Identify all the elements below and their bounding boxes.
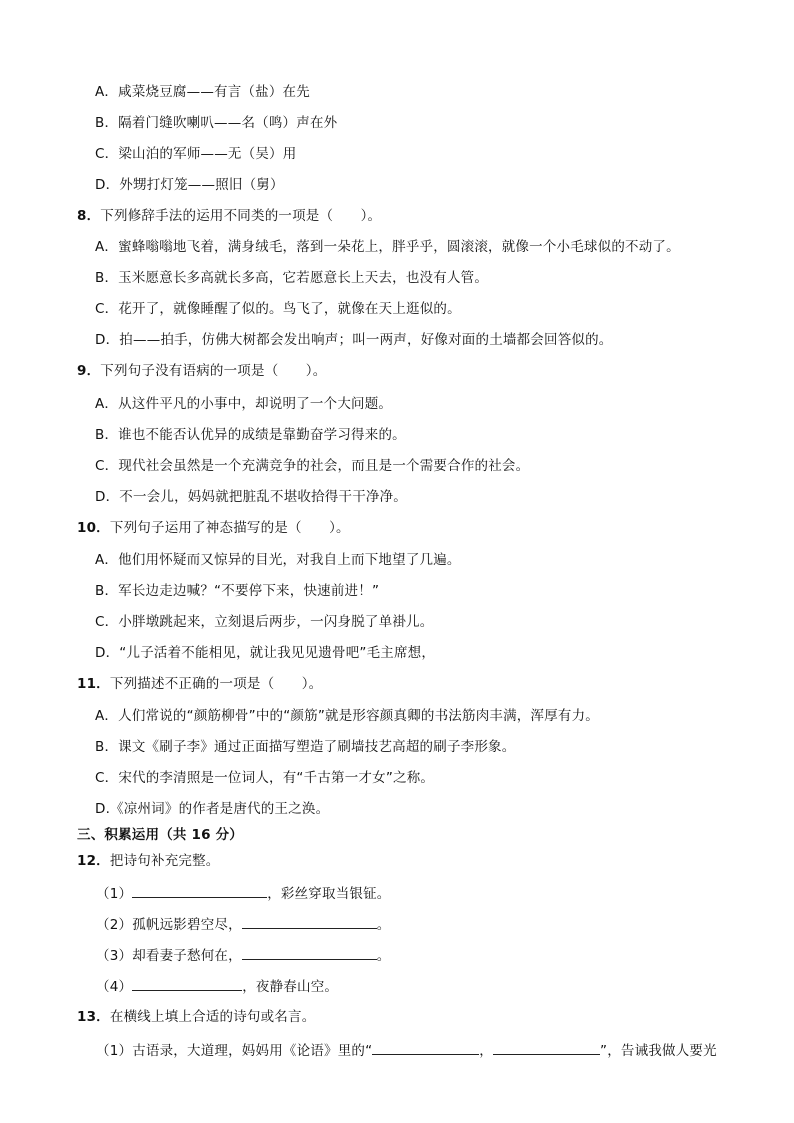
q12-item-4 xyxy=(96,975,338,997)
q10-option-c: C．小胖墩跳起来，立刻退后两步，一闪身脱了单褂儿。 xyxy=(95,614,434,630)
q12-item-3 xyxy=(96,944,391,966)
question-9 xyxy=(77,361,326,381)
question-text: 下列句子运用了神态描写的是（ ）。 xyxy=(109,520,350,536)
question-text: 下列修辞手法的运用不同类的一项是（ ）。 xyxy=(100,208,382,224)
q9-option-b: B．谁也不能否认优异的成绩是靠勤奋学习得来的。 xyxy=(95,427,406,443)
q11-option-a: A．人们常说的“颜筋柳骨”中的“颜筋”就是形容颜真卿的书法筋肉丰满，浑厚有力。 xyxy=(95,708,600,724)
q7-option-d: D．外甥打灯笼——照旧（舅） xyxy=(95,177,284,193)
q9-option-d: D．不一会儿，妈妈就把脏乱不堪收拾得干干净净。 xyxy=(95,489,407,505)
answer-blank[interactable] xyxy=(132,975,242,991)
question-text: 下列描述不正确的一项是（ ）。 xyxy=(109,676,323,692)
item-label: （4） xyxy=(96,979,133,995)
question-text: 下列句子没有语病的一项是（ ）。 xyxy=(100,363,327,379)
answer-blank[interactable] xyxy=(242,944,377,960)
q11-option-c: C．宋代的李清照是一位词人，有“千古第一才女”之称。 xyxy=(95,770,435,786)
answer-blank[interactable] xyxy=(493,1039,600,1055)
q10-option-d: D．“儿子活着不能相见，就让我见见遗骨吧”毛主席想， xyxy=(95,645,436,661)
q7-option-c: C．梁山泊的军师——无（吴）用 xyxy=(95,146,297,162)
q8-option-d: D．拍——拍手，仿佛大树都会发出响声；叫一两声，好像对面的土墙都会回答似的。 xyxy=(95,332,613,348)
question-number: 11． xyxy=(77,676,110,692)
question-8 xyxy=(77,206,381,226)
q11-option-d: D.《凉州词》的作者是唐代的王之涣。 xyxy=(95,801,330,817)
answer-blank[interactable] xyxy=(372,1039,479,1055)
item-text: ， xyxy=(479,1043,493,1059)
q8-option-b: B．玉米愿意长多高就长多高，它若愿意长上天去，也没有人管。 xyxy=(95,270,489,286)
q8-option-a: A．蜜蜂嗡嗡地飞着，满身绒毛，落到一朵花上，胖乎乎，圆滚滚，就像一个小毛球似的不动了。 xyxy=(95,239,680,255)
question-number: 8． xyxy=(77,208,101,224)
section-heading: 三、积累运用（共 16 分） xyxy=(77,827,243,843)
question-10 xyxy=(77,518,350,538)
q12-item-1 xyxy=(96,882,391,904)
q8-option-c: C．花开了，就像睡醒了似的。鸟飞了，就像在天上逛似的。 xyxy=(95,301,461,317)
question-11 xyxy=(77,674,322,694)
question-13 xyxy=(77,1007,315,1027)
question-12 xyxy=(77,851,220,871)
item-label: （2）孤帆远影碧空尽， xyxy=(96,917,242,933)
item-text: ”，告诫我做人要光 xyxy=(600,1043,717,1059)
item-text: 。 xyxy=(376,917,391,933)
question-number: 12． xyxy=(77,853,110,869)
item-label: （1） xyxy=(96,886,133,902)
item-text: 。 xyxy=(376,948,391,964)
answer-blank[interactable] xyxy=(242,913,377,929)
q13-item-1 xyxy=(96,1039,717,1061)
q9-option-c: C．现代社会虽然是一个充满竞争的社会，而且是一个需要合作的社会。 xyxy=(95,458,530,474)
q12-item-2 xyxy=(96,913,391,935)
item-label: （3）却看妻子愁何在， xyxy=(96,948,242,964)
question-number: 9． xyxy=(77,363,101,379)
item-text: ，彩丝穿取当银钲。 xyxy=(267,886,391,902)
q7-option-b: B．隔着门缝吹喇叭——名（鸣）声在外 xyxy=(95,115,338,131)
question-text: 在横线上填上合适的诗句或名言。 xyxy=(109,1009,316,1025)
answer-blank[interactable] xyxy=(132,882,267,898)
q9-option-a: A．从这件平凡的小事中，却说明了一个大问题。 xyxy=(95,396,393,412)
q10-option-b: B．军长边走边喊？“不要停下来，快速前进！” xyxy=(95,583,380,599)
item-text: （1）古语录，大道理，妈妈用《论语》里的“ xyxy=(96,1043,373,1059)
q10-option-a: A．他们用怀疑而又惊异的目光，对我自上而下地望了几遍。 xyxy=(95,552,461,568)
q11-option-b: B．课文《刷子李》通过正面描写塑造了刷墙技艺高超的刷子李形象。 xyxy=(95,739,516,755)
question-text: 把诗句补充完整。 xyxy=(109,853,220,869)
question-number: 10． xyxy=(77,520,110,536)
q7-option-a: A．咸菜烧豆腐——有言（盐）在先 xyxy=(95,84,310,100)
question-number: 13． xyxy=(77,1009,110,1025)
item-text: ，夜静春山空。 xyxy=(242,979,339,995)
